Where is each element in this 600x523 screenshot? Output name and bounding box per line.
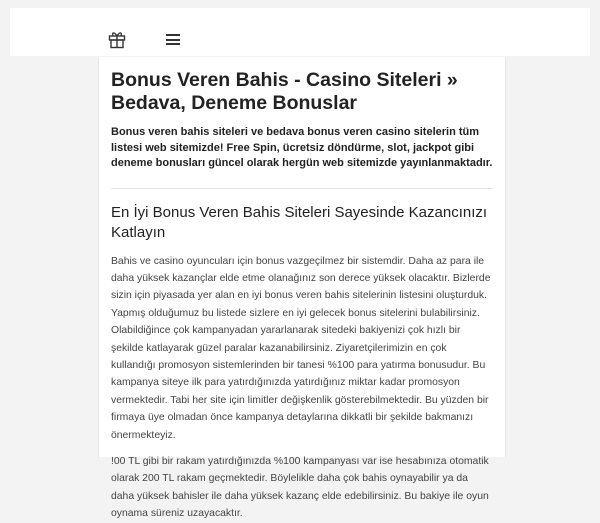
gift-icon[interactable] <box>107 29 127 49</box>
lead-paragraph: Bonus veren bahis siteleri ve bedava bonus veren casino sitelerin tüm listesi web sitemizde! Free Spin, ücretsiz döndürme, slot, jackpot gibi deneme bonusları güncel olarak hergün web sitemizde yayınlanmaktadır. <box>111 126 493 169</box>
menu-bar <box>166 43 180 45</box>
divider <box>111 188 493 189</box>
article-content <box>99 57 505 523</box>
article-card <box>98 57 506 520</box>
body-paragraph-2: !00 TL gibi bir rakam yatırdığınızda %100 kampanyası var ise hesabınıza otomatik olarak 200 TL rakam geçmektedir. Böylelikle daha çok bahis oynayabilir ya da daha yüksek bahisler ile daha yüksek kazanç elde edebilirsiniz. Bu bakiye ile oyun oynama süreniz uzayacaktır. <box>111 455 489 520</box>
site-header <box>10 8 590 56</box>
body-paragraph-1: Bahis ve casino oyuncuları için bonus vazgeçilmez bir sistemdir. Daha az para ile daha yüksek kazançlar elde etme olanağınız son derece yüksek olacaktır. Bizlerde sizin için piyasada yer alan en iyi bonus veren bahis sitelerinin listesini oluşturduk. Yapmış olduğumuz bu listede sizlere en iyi gelecek bonus sitelerini bulabilirsiniz. Olabildiğince çok kampanyadan yararlanarak sitedeki bakiyenizi çok hızlı bir şekilde katlayarak güzel paralar kazanabilirsiniz. Ziyaretçilerimizin en çok kullandığı promosyon sistemlerinden bir tanesi %100 para yatırma bonusudur. Bu kampanya siteye ilk para yatırdığınızda yatırdığınız miktar kadar promosyon vermektedir. Tabi her site için limitler değişkenlik gösterebilmektedir. Bu yüzden bir firmaya üye olmadan önce kampanya detaylarına dikkatli bir şekilde bakmanızı önermekteyiz. <box>111 255 491 441</box>
page-title: Bonus Veren Bahis - Casino Siteleri » Bedava, Deneme Bonuslar <box>111 69 458 114</box>
menu-bar <box>166 34 180 36</box>
hamburger-menu-icon[interactable] <box>166 34 180 45</box>
section-heading: En İyi Bonus Veren Bahis Siteleri Sayesinde Kazancınızı Katlayın <box>111 203 488 241</box>
menu-bar <box>166 39 180 41</box>
